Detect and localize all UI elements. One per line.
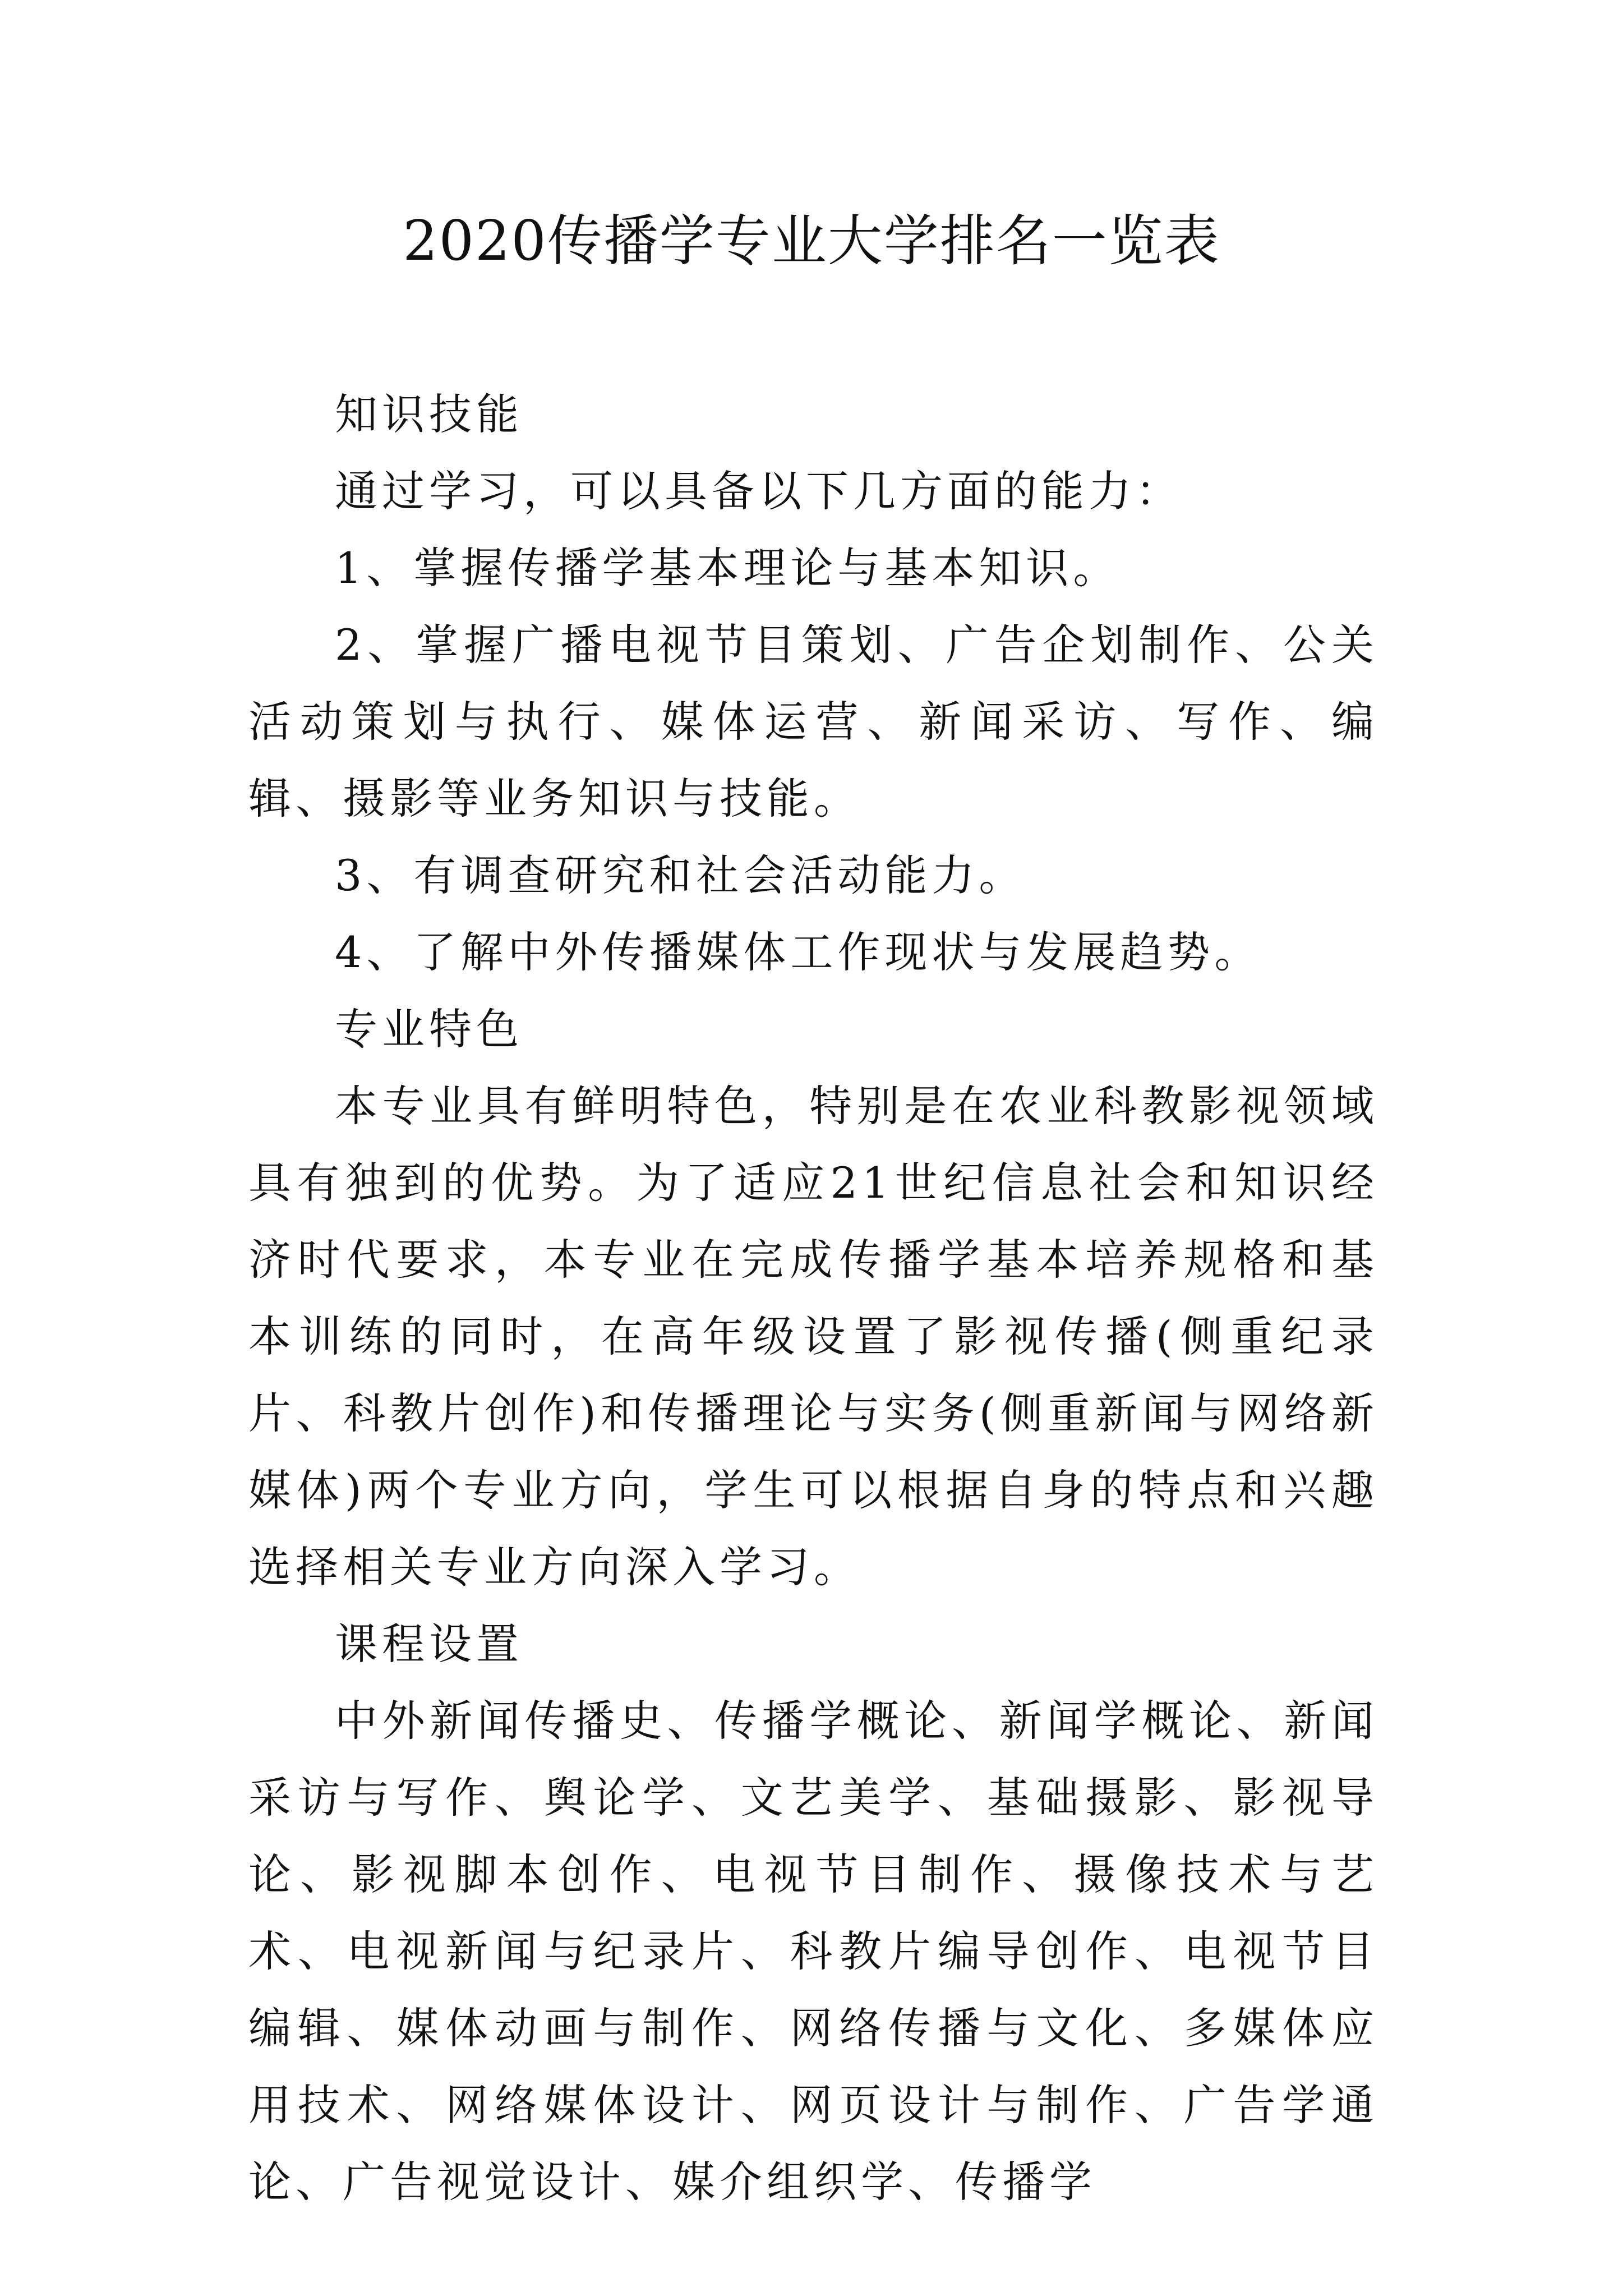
section-heading-features: 专业特色: [335, 1004, 523, 1054]
paragraph: 本专业具有鲜明特色，特别是在农业科教影视领域具有独到的优势。为了适应21世纪信息社会和知识经济时代要求，本专业在完成传播学基本培养规格和基本训练的同时，在高年级设置了影视传播(侧重纪录片、科教片创作)和传播理论与实务(侧重新闻与网络新媒体)两个专业方向，学生可以根据自身的特点和兴趣选择相关专业方向深入学习。: [248, 1081, 1378, 1592]
list-item: 2、掌握广播电视节目策划、广告企划制作、公关活动策划与执行、媒体运营、新闻采访、写作、编辑、摄影等业务知识与技能。: [248, 620, 1378, 823]
list-item: 1、掌握传播学基本理论与基本知识。: [335, 543, 1121, 593]
document-body: [248, 376, 1378, 2220]
list-item: 4、了解中外传播媒体工作现状与发展趋势。: [335, 927, 1262, 977]
section-heading-courses: 课程设置: [335, 1619, 523, 1669]
document-title: 2020传播学专业大学排名一览表: [403, 209, 1220, 273]
section-heading-knowledge-skills: 知识技能: [335, 389, 523, 439]
paragraph: 中外新闻传播史、传播学概论、新闻学概论、新闻采访与写作、舆论学、文艺美学、基础摄影、影视导论、影视脚本创作、电视节目制作、摄像技术与艺术、电视新闻与纪录片、科教片编导创作、电视节目编辑、媒体动画与制作、网络传播与文化、多媒体应用技术、网络媒体设计、网页设计与制作、广告学通论、广告视觉设计、媒介组织学、传播学: [248, 1696, 1378, 2207]
paragraph: 通过学习，可以具备以下几方面的能力：: [335, 466, 1183, 516]
list-item: 3、有调查研究和社会活动能力。: [335, 850, 1026, 900]
